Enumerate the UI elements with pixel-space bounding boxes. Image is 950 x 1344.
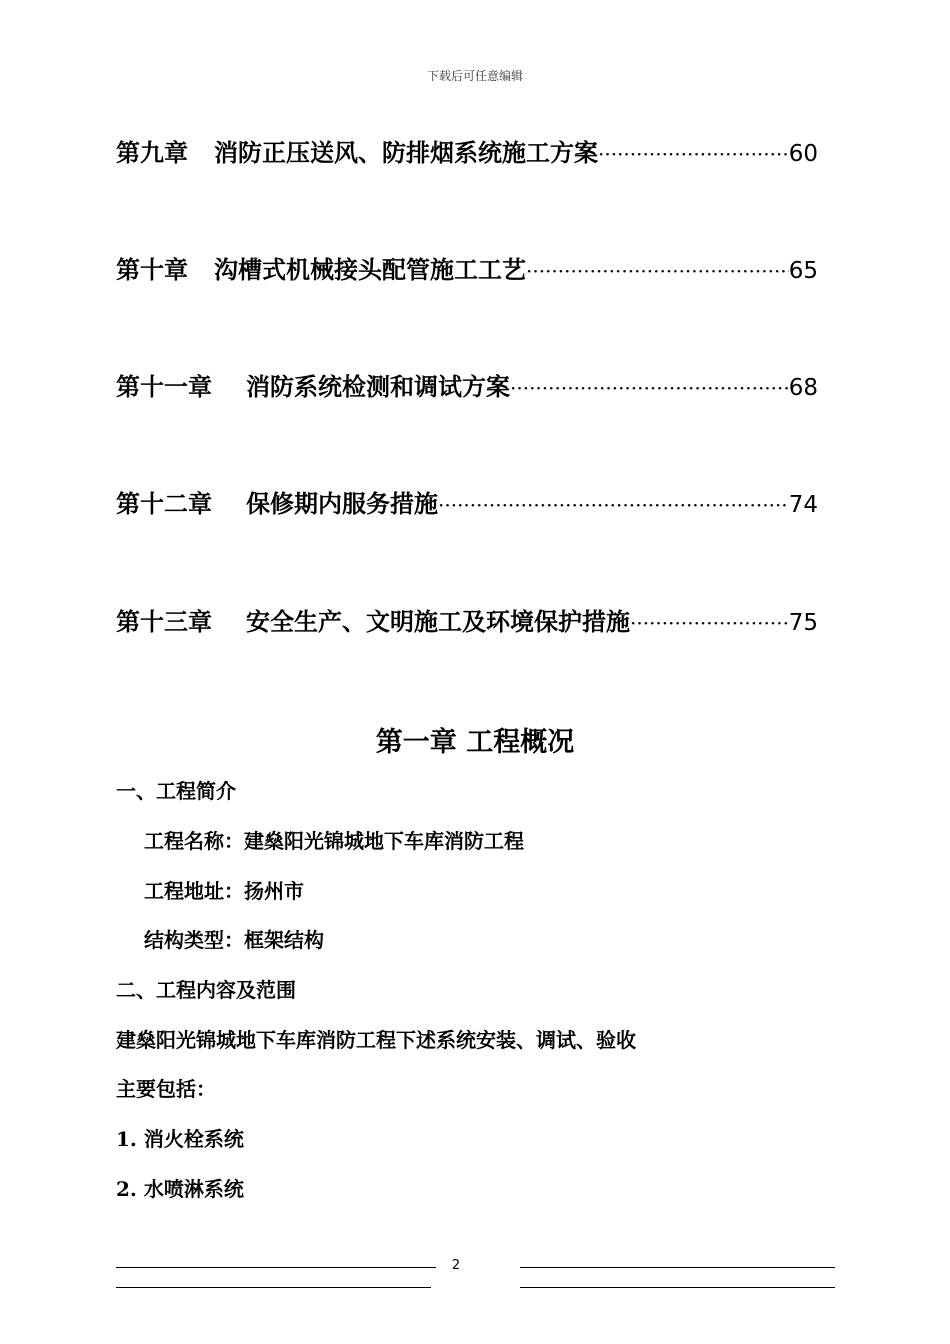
toc-chapter-title: 消防系统检测和调试方案 bbox=[246, 372, 510, 401]
toc-page-number: 74 bbox=[788, 492, 818, 518]
section-heading: 二、工程内容及范围 bbox=[116, 978, 296, 1002]
toc-chapter-title: 沟槽式机械接头配管施工工艺 bbox=[214, 255, 526, 284]
toc-chapter-number: 第十章 bbox=[116, 255, 188, 284]
footer-rule-left-bottom bbox=[116, 1287, 431, 1288]
project-name: 工程名称：建燊阳光锦城地下车库消防工程 bbox=[144, 829, 524, 853]
list-item: 2. 水喷淋系统 bbox=[116, 1177, 244, 1201]
scope-paragraph: 建燊阳光锦城地下车库消防工程下述系统安装、调试、验收 bbox=[116, 1028, 636, 1052]
toc-chapter-title: 安全生产、文明施工及环境保护措施 bbox=[246, 607, 630, 636]
toc-entry[interactable] bbox=[116, 133, 818, 167]
toc-page-number: 65 bbox=[788, 258, 818, 284]
toc-leader-dots bbox=[526, 259, 789, 283]
page-header: 下载后可任意编辑 bbox=[426, 69, 523, 83]
toc-leader-dots bbox=[510, 376, 789, 400]
footer-rule-right-bottom bbox=[520, 1287, 835, 1288]
toc-page-number: 75 bbox=[788, 610, 818, 636]
footer-rule-right-top bbox=[520, 1267, 835, 1268]
toc-entry[interactable] bbox=[116, 602, 818, 636]
toc-chapter-number: 第十二章 bbox=[116, 489, 212, 518]
project-address: 工程地址：扬州市 bbox=[144, 879, 304, 903]
footer-rule-left-top bbox=[116, 1267, 436, 1268]
toc-entry[interactable] bbox=[116, 250, 818, 284]
section-heading: 一、工程简介 bbox=[116, 779, 236, 803]
toc-chapter-number: 第九章 bbox=[116, 138, 188, 167]
toc-leader-dots bbox=[438, 493, 789, 517]
toc-entry[interactable] bbox=[116, 367, 818, 401]
list-item: 1. 消火栓系统 bbox=[116, 1127, 244, 1151]
toc-leader-dots bbox=[598, 142, 789, 166]
toc-chapter-number: 第十三章 bbox=[116, 607, 212, 636]
structure-type: 结构类型：框架结构 bbox=[144, 928, 324, 952]
toc-leader-dots bbox=[630, 611, 789, 635]
toc-chapter-title: 消防正压送风、防排烟系统施工方案 bbox=[214, 138, 598, 167]
toc-chapter-title: 保修期内服务措施 bbox=[246, 489, 438, 518]
chapter-heading: 第一章 工程概况 bbox=[375, 727, 575, 758]
main-includes-label: 主要包括： bbox=[116, 1077, 216, 1101]
toc-page-number: 60 bbox=[788, 141, 818, 167]
toc-entry[interactable] bbox=[116, 484, 818, 518]
toc-chapter-number: 第十一章 bbox=[116, 372, 212, 401]
page-number: 2 bbox=[451, 1258, 461, 1273]
toc-page-number: 68 bbox=[788, 375, 818, 401]
